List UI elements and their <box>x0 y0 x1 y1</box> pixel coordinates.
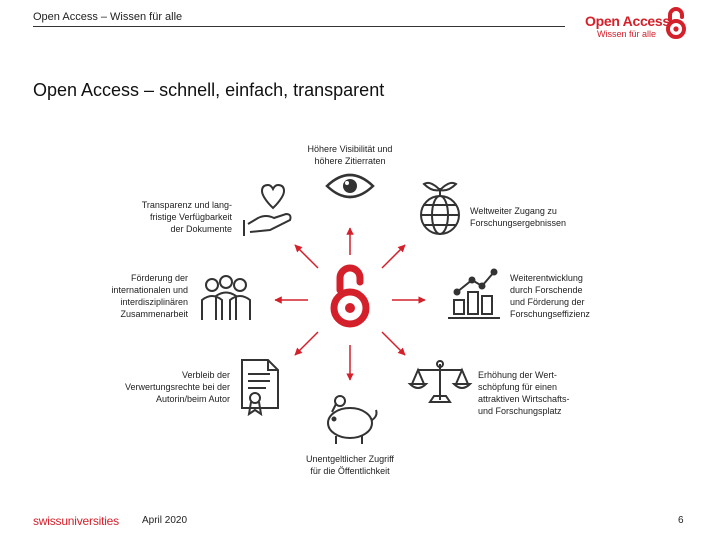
page-number: 6 <box>678 515 684 526</box>
certificate-icon <box>242 360 278 414</box>
eye-icon <box>327 175 373 197</box>
open-access-lock-icon <box>334 268 366 324</box>
logo-subtitle: Wissen für alle <box>597 29 657 39</box>
chart-icon <box>448 270 500 319</box>
label-research-efficiency: Weiterentwicklung durch Forschende und Förderung der Forschungseffizienz <box>510 273 590 319</box>
people-icon <box>202 276 250 320</box>
label-worldwide-access: Weltweiter Zugang zu Forschungsergebnissen <box>470 206 567 228</box>
label-visibility: Höhere Visibilität und höhere Zitierraten <box>307 144 393 166</box>
heart-hand-icon <box>244 185 291 236</box>
swissuniversities-logo: swissuniversities <box>33 514 119 528</box>
piggy-bank-icon <box>328 396 377 444</box>
slide-title: Open Access – schnell, einfach, transparent <box>33 80 385 100</box>
scales-icon <box>410 361 470 402</box>
globe-icon <box>421 183 459 234</box>
arrow-bottom-left <box>295 332 318 355</box>
logo-name: Open Access <box>585 13 670 29</box>
header-title: Open Access – Wissen für alle <box>33 11 183 23</box>
label-transparency: Transparenz und lang- fristige Verfügbarkeit der Dokumente <box>141 200 232 234</box>
arrow-top-right <box>382 245 405 268</box>
arrow-bottom-right <box>382 332 405 355</box>
footer-date: April 2020 <box>142 515 188 526</box>
label-free-public-access: Unentgeltlicher Zugriff für die Öffentlichkeit <box>306 454 394 476</box>
arrow-top-left <box>295 245 318 268</box>
label-exploitation-rights: Verbleib der Verwertungsrechte bei der Autorin/beim Autor <box>124 370 230 404</box>
label-collaboration: Förderung der internationalen und interdisziplinären Zusammenarbeit <box>111 273 188 319</box>
label-value-creation: Erhöhung der Wert- schöpfung für einen attraktiven Wirtschafts- und Forschungsplatz <box>478 370 570 416</box>
